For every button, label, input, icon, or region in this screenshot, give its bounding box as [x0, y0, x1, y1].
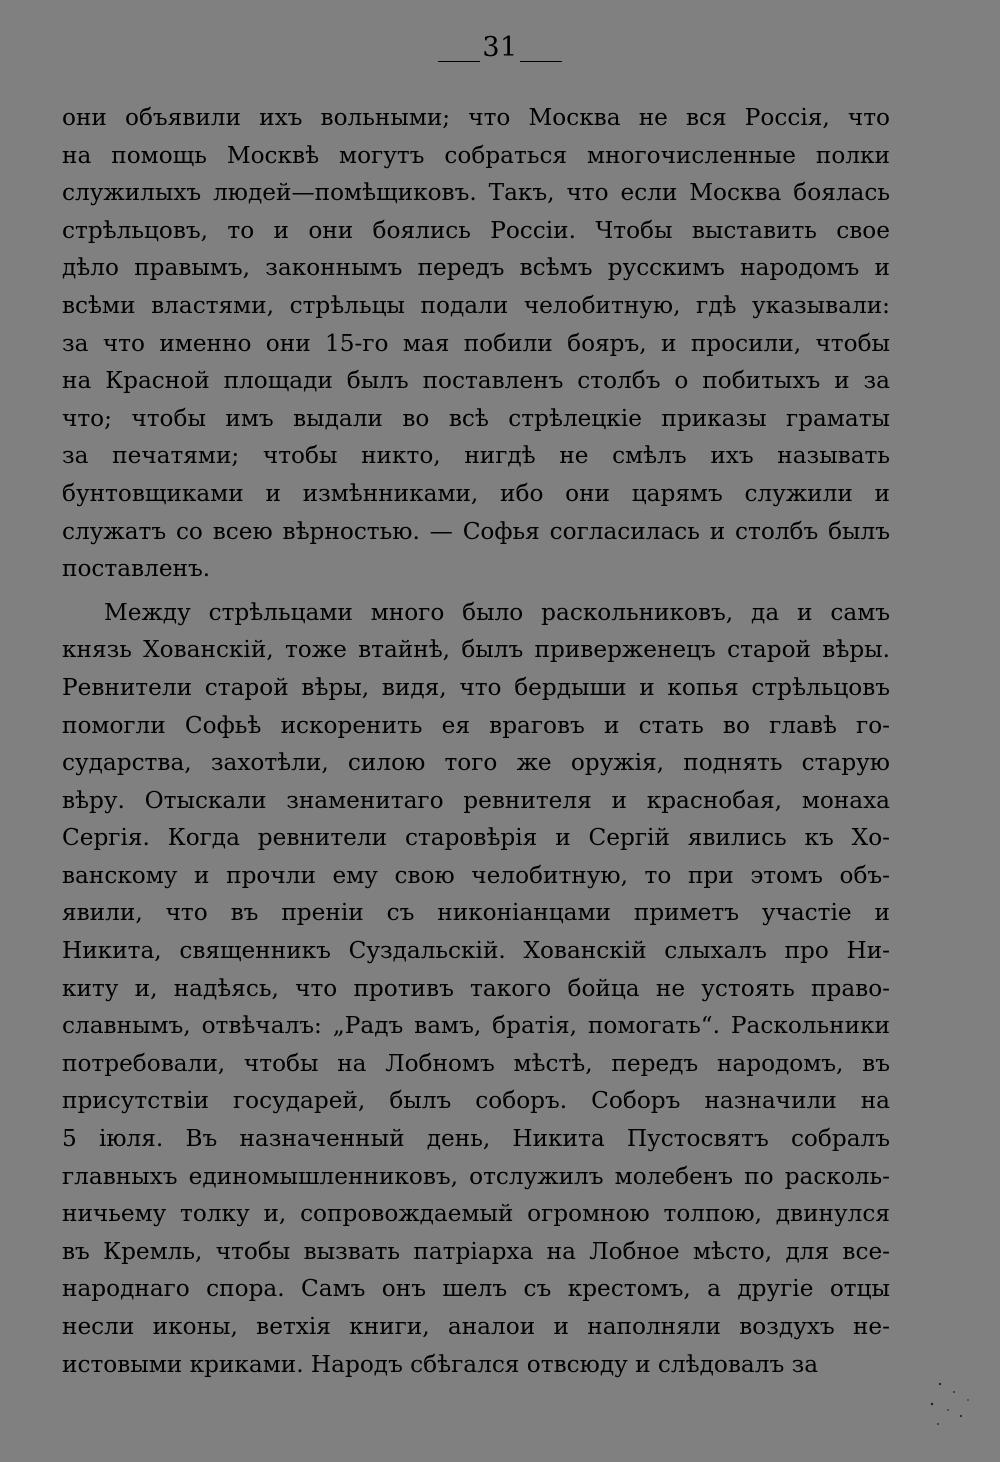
text-line: ванскому и прочли ему свою челобитную, то при этомъ объ- — [62, 861, 890, 889]
paragraph — [62, 594, 890, 1383]
paragraph — [62, 99, 890, 588]
text-line: Ревнители старой вѣры, видя, что бердыши и копья стрѣльцовъ — [62, 673, 890, 701]
text-line: Никита, священникъ Суздальскій. Хованскій слыхалъ про Ни- — [62, 937, 890, 965]
text-line: 5 іюля. Въ назначенный день, Никита Пустосвятъ собралъ — [62, 1125, 890, 1153]
page-number-rule-right — [520, 61, 562, 62]
text-line: явили, что въ преніи съ никоніанцами приметъ участіе и — [62, 899, 890, 927]
text-line: сударства, захотѣли, силою того же оружія, поднять старую — [62, 749, 890, 777]
text-line: присутствіи государей, былъ соборъ. Соборъ назначили на — [62, 1087, 890, 1115]
text-line: бунтовщиками и измѣнниками, ибо они царямъ служили и — [62, 479, 890, 507]
text-line: князь Хованскій, тоже втайнѣ, былъ приверженецъ старой вѣры. — [62, 636, 890, 664]
page-number-header — [0, 28, 1000, 68]
text-line: несли иконы, ветхія книги, аналои и наполняли воздухъ не- — [62, 1313, 890, 1340]
text-line: за печатями; чтобы никто, нигдѣ не смѣлъ ихъ называть — [62, 442, 890, 470]
text-line: народнаго спора. Самъ онъ шелъ съ крестомъ, а другіе отцы — [62, 1275, 890, 1303]
text-line: помогли Софьѣ искоренить ея враговъ и стать во главѣ го- — [62, 711, 890, 739]
text-line: Между стрѣльцами много было раскольниковъ, да и самъ — [104, 598, 890, 626]
text-line: главныхъ единомышленниковъ, отслужилъ молебенъ по расколь- — [62, 1162, 890, 1190]
text-line: ничьему толку и, сопровождаемый огромною толпою, двинулся — [62, 1200, 890, 1228]
text-line: славнымъ, отвѣчалъ: „Радъ вамъ, братія, помогать“. Раскольники — [62, 1012, 890, 1040]
text-line: служатъ со всею вѣрностью. — Софья согласилась и столбъ былъ — [62, 517, 890, 545]
text-line: что; чтобы имъ выдали во всѣ стрѣлецкіе приказы граматы — [62, 404, 890, 432]
text-line: на помощь Москвѣ могутъ собраться многочисленные полки — [62, 141, 890, 169]
text-line: стрѣльцовъ, то и они боялись Россіи. Чтобы выставить свое — [62, 216, 890, 244]
body-text — [62, 99, 890, 1383]
text-line: потребовали, чтобы на Лобномъ мѣстѣ, передъ народомъ, въ — [62, 1049, 890, 1077]
text-line: киту и, надѣясь, что противъ такого бойца не устоять право- — [62, 974, 890, 1002]
text-line: вѣру. Отыскали знаменитаго ревнителя и краснобая, монаха — [62, 786, 890, 814]
text-line: всѣми властями, стрѣльцы подали челобитную, гдѣ указывали: — [62, 291, 890, 319]
page-number: 31 — [482, 32, 518, 63]
page-number-rule-left — [438, 61, 480, 62]
text-line: поставленъ. — [62, 555, 211, 583]
text-line: они объявили ихъ вольными; что Москва не вся Россія, что — [62, 104, 890, 131]
text-line: на Красной площади былъ поставленъ столбъ о побитыхъ и за — [62, 367, 890, 395]
text-line: дѣло правымъ, законнымъ передъ всѣмъ русскимъ народомъ и — [62, 254, 890, 282]
scan-specks — [920, 1374, 980, 1434]
text-line: за что именно они 15-го мая побили бояръ, и просили, чтобы — [62, 329, 890, 357]
text-line: Сергія. Когда ревнители старовѣрія и Сергій явились къ Хо- — [62, 824, 890, 852]
text-line: истовыми криками. Народъ сбѣгался отвсюду и слѣдовалъ за — [62, 1350, 819, 1378]
text-line: служилыхъ людей—помѣщиковъ. Такъ, что если Москва боялась — [62, 179, 890, 207]
text-line: въ Кремль, чтобы вызвать патріарха на Лобное мѣсто, для все- — [62, 1237, 890, 1265]
